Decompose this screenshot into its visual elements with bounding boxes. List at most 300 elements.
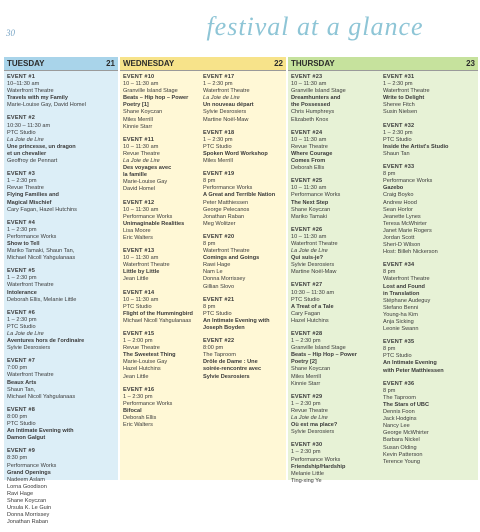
event-title: in Translation: [383, 290, 420, 297]
event-venue: PTC Studio: [123, 303, 152, 310]
event-author: Shane Koyczan: [291, 206, 331, 213]
event-title: Drôle de Dame : Une: [203, 359, 258, 366]
event-title: Beats – Hip hop – Power: [123, 95, 189, 102]
event-listing: [291, 130, 380, 173]
event-title: The Stars of UBC: [383, 401, 429, 408]
event-listing: [203, 234, 280, 291]
event-author: Jonathan Raban: [203, 213, 245, 220]
event-listing: [123, 137, 200, 194]
event-title: Little by Little: [123, 269, 160, 276]
event-time: 8:00 pm: [7, 413, 28, 420]
event-title: Grand Openings: [7, 469, 51, 476]
event-time: 8 pm: [383, 346, 396, 353]
event-series: La Joie de Lire: [7, 136, 44, 143]
event-author: Host: Billeh Nickerson: [383, 249, 438, 256]
event-listing: [123, 74, 200, 131]
event-column: [203, 74, 283, 435]
event-author: Martine Noël-Maw: [291, 269, 337, 276]
event-author: Sheree Fitch: [383, 102, 415, 109]
event-venue: The Taproom: [383, 394, 416, 401]
event-number: EVENT #36: [383, 380, 415, 387]
event-listing: [7, 358, 112, 401]
event-venue: Revue Theatre: [123, 150, 160, 157]
event-author: Hazel Hutchins: [291, 317, 329, 324]
event-time: 10 – 11:30 am: [123, 255, 159, 262]
event-title: Magical Mischief: [7, 199, 52, 206]
event-listing: [203, 74, 280, 124]
event-title: Beats – Hip Hop – Power: [291, 352, 357, 359]
event-title: et un chevalier: [7, 150, 47, 157]
day-date: 23: [466, 59, 475, 68]
day-date: 22: [274, 59, 283, 68]
event-author: Dennis Foon: [383, 409, 415, 416]
event-number: EVENT #22: [203, 338, 235, 345]
event-author: Teresa McWhirter: [383, 220, 427, 227]
event-number: EVENT #19: [203, 171, 235, 178]
event-title: An Intimate Evening with: [7, 428, 74, 435]
event-number: EVENT #33: [383, 164, 415, 171]
event-author: Anja Sicking: [383, 319, 414, 325]
event-time: 1 – 2:30 pm: [291, 449, 321, 456]
event-author: Shane Koyczan: [123, 109, 163, 116]
event-title: Dreamhunters and: [291, 95, 341, 102]
event-time: 10 – 11:30 am: [291, 81, 327, 88]
event-listing: [123, 387, 200, 430]
event-title: Intolerance: [7, 289, 37, 296]
event-author: Susin Nielsen: [383, 109, 418, 116]
event-listing: [7, 171, 112, 214]
event-number: EVENT #6: [7, 309, 36, 316]
day-header-tuesday: [4, 57, 118, 71]
event-venue: Waterfront Theatre: [123, 262, 170, 269]
event-title: Write to Delight: [383, 95, 425, 102]
event-time: 8 pm: [203, 303, 216, 310]
event-number: EVENT #27: [291, 282, 323, 289]
event-time: 1 – 2:30 pm: [383, 81, 413, 88]
event-number: EVENT #1: [7, 74, 36, 80]
event-number: EVENT #25: [291, 178, 323, 185]
event-author: Janet Marie Rogers: [383, 227, 432, 234]
event-title: Où est ma place?: [291, 422, 338, 429]
event-listing: [383, 164, 472, 256]
event-venue: PTC Studio: [383, 136, 412, 143]
event-author: Kinnie Starr: [123, 123, 153, 130]
event-author: Ravi Hage: [7, 490, 34, 497]
event-title: the Possessed: [291, 102, 331, 109]
event-column: [383, 74, 475, 491]
event-series: La Joie de Lire: [291, 415, 328, 422]
event-listing: [203, 130, 280, 165]
event-time: 8 pm: [383, 269, 396, 276]
event-title: Inside the Artist's Studio: [383, 143, 449, 150]
event-title: Joseph Boyden: [203, 325, 245, 331]
event-listing: [291, 394, 380, 437]
event-author: David Homel: [123, 186, 156, 193]
event-author: Marie-Louise Gay: [123, 359, 168, 366]
event-author: Cary Fagan, Hazel Hutchins: [7, 206, 77, 213]
event-time: 8:00 pm: [203, 345, 224, 352]
event-title: Flying Families and: [7, 192, 59, 199]
event-time: 1 – 2:30 pm: [7, 178, 37, 185]
event-time: 8 pm: [203, 240, 216, 247]
event-title: la famille: [123, 172, 147, 179]
event-listing: [7, 407, 112, 442]
event-time: 8 pm: [203, 178, 216, 185]
event-listing: [123, 331, 200, 381]
event-author: Jonathan Raban: [7, 519, 49, 526]
event-author: Nancy Lee: [383, 423, 410, 430]
event-number: EVENT #9: [7, 448, 36, 455]
event-time: 10–11:30 am: [7, 81, 40, 88]
event-time: 10 – 11:30 am: [291, 136, 327, 143]
event-venue: The Taproom: [203, 352, 236, 359]
event-time: 10:30 – 11:30 am: [291, 289, 335, 296]
event-title: Un nouveau départ: [203, 102, 254, 109]
event-time: 10 – 11:30 am: [123, 296, 159, 303]
event-number: EVENT #26: [291, 226, 323, 233]
event-time: 10 – 11:30 am: [123, 81, 159, 88]
event-number: EVENT #30: [291, 442, 323, 449]
event-title: Des voyages avec: [123, 165, 172, 172]
event-number: EVENT #12: [123, 199, 155, 206]
event-author: Mariko Tamaki, Shaun Tan,: [7, 248, 75, 255]
event-venue: Performance Works: [7, 233, 57, 240]
event-venue: Waterfront Theatre: [383, 276, 430, 283]
event-venue: PTC Studio: [7, 323, 36, 330]
event-venue: Waterfront Theatre: [383, 88, 430, 95]
event-venue: Performance Works: [123, 213, 173, 220]
event-title: Comes From: [291, 158, 326, 165]
event-venue: Performance Works: [7, 462, 57, 469]
event-time: 10 – 11:30 am: [291, 233, 327, 240]
event-number: EVENT #34: [383, 262, 415, 269]
event-venue: PTC Studio: [203, 143, 232, 150]
event-title: Comings and Goings: [203, 255, 260, 262]
event-title: Travels with my Family: [7, 95, 68, 102]
event-author: Miles Merrill: [203, 158, 233, 165]
event-title: Poetry [1]: [123, 102, 149, 109]
event-number: EVENT #8: [7, 406, 36, 413]
event-number: EVENT #3: [7, 171, 36, 178]
event-number: EVENT #21: [203, 296, 235, 303]
event-number: EVENT #11: [123, 136, 155, 143]
event-author: Melanie Little: [291, 470, 324, 477]
event-title: Unimaginable Realities: [123, 220, 185, 227]
event-author: Nadeem Aslam: [7, 476, 45, 483]
event-venue: Revue Theatre: [291, 143, 328, 150]
event-venue: Revue Theatre: [291, 407, 328, 414]
event-time: 8 pm: [383, 387, 396, 394]
event-author: Terence Young: [383, 458, 421, 465]
event-title: Flight of the Hummingbird: [123, 310, 193, 317]
event-listing: [383, 123, 472, 158]
event-author: Shane Koyczan: [7, 497, 47, 504]
event-time: 1 – 2:30 pm: [7, 316, 37, 323]
event-title: soirée-rencontre avec: [203, 366, 262, 373]
event-time: 1 – 2:30 pm: [291, 338, 321, 345]
event-venue: Granville Island Stage: [123, 88, 178, 95]
event-author: Kinnie Starr: [291, 380, 321, 387]
event-author: Cary Fagan: [291, 310, 321, 317]
event-number: EVENT #32: [383, 122, 415, 129]
event-time: 1 – 2:30 pm: [383, 129, 413, 136]
day-tuesday: [4, 57, 118, 526]
event-author: Hazel Hutchins: [123, 366, 161, 373]
event-venue: Waterfront Theatre: [203, 248, 250, 255]
event-listing: [123, 248, 200, 283]
event-title: Lost and Found: [383, 283, 425, 290]
event-author: Kevin Patterson: [383, 451, 423, 458]
event-venue: Revue Theatre: [7, 185, 44, 192]
event-author: Sheri-D Wilson: [383, 242, 421, 249]
event-author: Jean Little: [123, 373, 149, 380]
event-author: Marie-Louise Gay, David Homel: [7, 102, 86, 109]
event-number: EVENT #31: [383, 74, 415, 80]
event-author: Susan Olding: [383, 444, 417, 451]
event-number: EVENT #28: [291, 331, 323, 337]
event-number: EVENT #17: [203, 74, 235, 80]
event-number: EVENT #18: [203, 129, 235, 136]
event-author: Leonie Swann: [383, 326, 419, 333]
event-title: Sylvie Desrosiers: [203, 373, 250, 380]
event-author: Barbara Nickel: [383, 437, 420, 444]
event-author: Sylvie Desrosiers: [291, 262, 335, 269]
event-listing: [123, 290, 200, 325]
event-number: EVENT #35: [383, 339, 415, 346]
event-venue: Granville Island Stage: [291, 345, 346, 352]
event-title: Poetry [2]: [291, 359, 317, 366]
event-series: La Joie de Lire: [123, 158, 160, 165]
day-header-wednesday: [120, 57, 286, 71]
event-listing: [203, 338, 280, 381]
event-author: Sylvie Desrosiers: [203, 109, 247, 116]
event-author: George Pelecanos: [203, 206, 250, 213]
event-title: An Intimate Evening with: [203, 317, 270, 324]
event-venue: Performance Works: [123, 400, 173, 407]
event-number: EVENT #16: [123, 386, 155, 393]
event-author: Deborah Ellis: [291, 165, 325, 172]
event-author: George McWhirter: [383, 430, 429, 437]
event-venue: Waterfront Theatre: [291, 240, 338, 247]
event-author: Gillian Slovo: [203, 283, 235, 290]
event-time: 1 – 2:00 pm: [123, 338, 153, 345]
event-venue: Waterfront Theatre: [203, 88, 250, 95]
event-author: Young-ha Kim: [383, 311, 418, 318]
event-venue: PTC Studio: [383, 353, 412, 360]
event-listing: [383, 381, 472, 466]
event-venue: PTC Studio: [7, 129, 36, 136]
event-venue: Revue Theatre: [123, 345, 160, 352]
event-time: 1 – 2:30 pm: [203, 136, 233, 143]
event-series: La Joie de Lire: [7, 331, 44, 337]
event-author: Miles Merrill: [123, 116, 153, 123]
event-venue: Performance Works: [203, 185, 253, 192]
day-name: THURSDAY: [291, 59, 335, 68]
event-listing: [291, 282, 380, 325]
event-author: Shane Koyczan: [291, 366, 331, 373]
event-time: 1 – 2:30 pm: [7, 226, 37, 233]
event-venue: Performance Works: [383, 178, 433, 185]
event-number: EVENT #5: [7, 268, 36, 275]
event-title: Gazebo: [383, 185, 404, 192]
event-author: Jordan Scott: [383, 234, 415, 241]
event-listing: [7, 220, 112, 263]
event-time: 8 pm: [383, 171, 396, 178]
event-venue: PTC Studio: [291, 296, 320, 303]
page-number: 30: [6, 28, 15, 38]
event-venue: Granville Island Stage: [291, 88, 346, 95]
event-series: La Joie de Lire: [291, 248, 328, 255]
event-time: 10 – 11:30 am: [123, 206, 159, 213]
event-venue: Performance Works: [291, 456, 341, 463]
event-author: Michael Nicoll Yahgulanaas: [7, 393, 76, 400]
event-number: EVENT #15: [123, 331, 155, 337]
event-listing: [7, 115, 112, 165]
event-time: 1 – 2:30 pm: [7, 275, 37, 282]
event-author: Jack Hodgins: [383, 416, 417, 423]
event-author: Sylvie Desrosiers: [291, 429, 335, 436]
event-author: Shaun Tan,: [7, 386, 36, 393]
event-title: A Treat of a Tale: [291, 303, 334, 310]
festival-banner: festival at a glance: [206, 12, 424, 41]
event-author: Shaun Tan: [383, 150, 410, 157]
event-venue: Waterfront Theatre: [7, 282, 54, 289]
event-author: Andrew Hood: [383, 199, 417, 206]
event-author: Miles Merrill: [291, 373, 321, 380]
event-listing: [291, 74, 380, 124]
event-author: Martine Noël-Maw: [203, 116, 249, 123]
day-name: WEDNESDAY: [123, 59, 175, 68]
event-venue: PTC Studio: [203, 310, 232, 317]
event-listing: [383, 262, 472, 333]
event-number: EVENT #14: [123, 289, 155, 296]
event-author: Craig Boyko: [383, 192, 414, 199]
event-author: Stéphane Audeguy: [383, 297, 431, 304]
event-venue: Waterfront Theatre: [7, 372, 54, 379]
event-time: 10:30 – 11:30 am: [7, 122, 51, 129]
event-author: Eric Walters: [123, 234, 153, 241]
event-number: EVENT #2: [7, 115, 36, 122]
day-header-thursday: [288, 57, 478, 71]
day-body-thursday: [288, 71, 478, 491]
event-listing: [291, 178, 380, 221]
event-venue: PTC Studio: [7, 421, 36, 428]
event-title: The Next Step: [291, 199, 329, 206]
event-venue: Performance Works: [291, 192, 341, 199]
event-title: Aventures hors de l'ordinaire: [7, 338, 85, 345]
day-date: 21: [106, 59, 115, 68]
event-column: [123, 74, 203, 435]
event-author: Deborah Ellis: [123, 415, 157, 422]
event-author: Geoffroy de Pennart: [7, 158, 58, 165]
event-number: EVENT #23: [291, 74, 323, 80]
event-series: La Joie de Lire: [203, 95, 240, 102]
event-author: Peter Matthiessen: [203, 199, 249, 206]
event-author: Jean Little: [123, 276, 149, 283]
event-listing: [291, 227, 380, 277]
event-number: EVENT #13: [123, 248, 155, 255]
event-author: Stefano Benni: [383, 304, 419, 311]
event-listing: [383, 339, 472, 374]
event-listing: [7, 268, 112, 303]
event-title: Bifocal: [123, 407, 142, 414]
event-author: Donna Morrissey: [203, 276, 246, 283]
event-author: Sylvie Desrosiers: [7, 345, 51, 352]
day-body-tuesday: [4, 71, 118, 532]
event-number: EVENT #20: [203, 233, 235, 240]
event-time: 7:00 pm: [7, 365, 28, 372]
event-author: Meg Wolitzer: [203, 220, 236, 227]
event-author: Sean Horlor: [383, 206, 413, 213]
event-title: with Peter Matthiessen: [383, 367, 444, 374]
event-time: 10 – 11:30 am: [291, 185, 327, 192]
event-time: 10 – 11:30 am: [123, 143, 159, 150]
event-author: Donna Morrissey: [7, 512, 50, 519]
event-author: Marie-Louise Gay: [123, 179, 168, 186]
event-author: Michael Nicoll Yahgulanaas: [7, 255, 76, 262]
event-listing: [7, 448, 112, 526]
event-time: 1 – 2:30 pm: [203, 81, 233, 88]
event-author: Rawi Hage: [203, 262, 231, 269]
event-title: An Intimate Evening: [383, 360, 437, 367]
event-listing: [7, 74, 112, 109]
day-name: TUESDAY: [7, 59, 45, 68]
event-listing: [7, 310, 112, 353]
schedule-columns: [4, 57, 478, 526]
event-author: Michael Nicoll Yahgulanaas: [123, 317, 192, 324]
event-column: [291, 74, 383, 491]
event-listing: [123, 200, 200, 243]
day-thursday: [288, 57, 478, 484]
event-listing: [291, 331, 380, 388]
event-title: Une princesse, un dragon: [7, 143, 76, 150]
event-number: EVENT #29: [291, 393, 323, 400]
event-title: Damon Galgut: [7, 435, 46, 442]
event-title: Friendship/Hardship: [291, 463, 346, 470]
event-author: Jeanette Lynes: [383, 213, 421, 220]
day-wednesday: [120, 57, 286, 480]
event-listing: [383, 74, 472, 117]
event-author: Ting-xing Ye: [291, 477, 322, 484]
event-author: Deborah Ellis, Melanie Little: [7, 296, 77, 303]
event-time: 1 – 2:30 pm: [123, 393, 153, 400]
event-author: Eric Walters: [123, 422, 153, 429]
event-title: Where Courage: [291, 150, 333, 157]
event-column: [7, 74, 115, 532]
event-title: Spoken Word Workshop: [203, 150, 268, 157]
event-time: 1 – 2:30 pm: [291, 400, 321, 407]
event-listing: [203, 297, 280, 332]
event-title: The Sweetest Thing: [123, 352, 176, 359]
event-listing: [291, 442, 380, 485]
event-number: EVENT #7: [7, 358, 36, 365]
event-time: 8:30 pm: [7, 455, 28, 462]
event-author: Mariko Tamaki: [291, 213, 327, 220]
event-number: EVENT #4: [7, 219, 36, 226]
event-author: Nam Le: [203, 269, 223, 276]
event-author: Ursula K. Le Guin: [7, 505, 52, 512]
event-venue: Waterfront Theatre: [7, 88, 54, 95]
event-number: EVENT #10: [123, 74, 155, 80]
event-number: EVENT #24: [291, 129, 323, 136]
event-title: Show to Tell: [7, 240, 40, 247]
event-author: Chris Humphreys: [291, 109, 335, 116]
event-author: Lisa Moore: [123, 227, 151, 234]
event-author: Elizabeth Knox: [291, 116, 329, 123]
day-body-wednesday: [120, 71, 286, 435]
event-title: A Great and Terrible Nation: [203, 192, 276, 199]
event-listing: [203, 171, 280, 228]
